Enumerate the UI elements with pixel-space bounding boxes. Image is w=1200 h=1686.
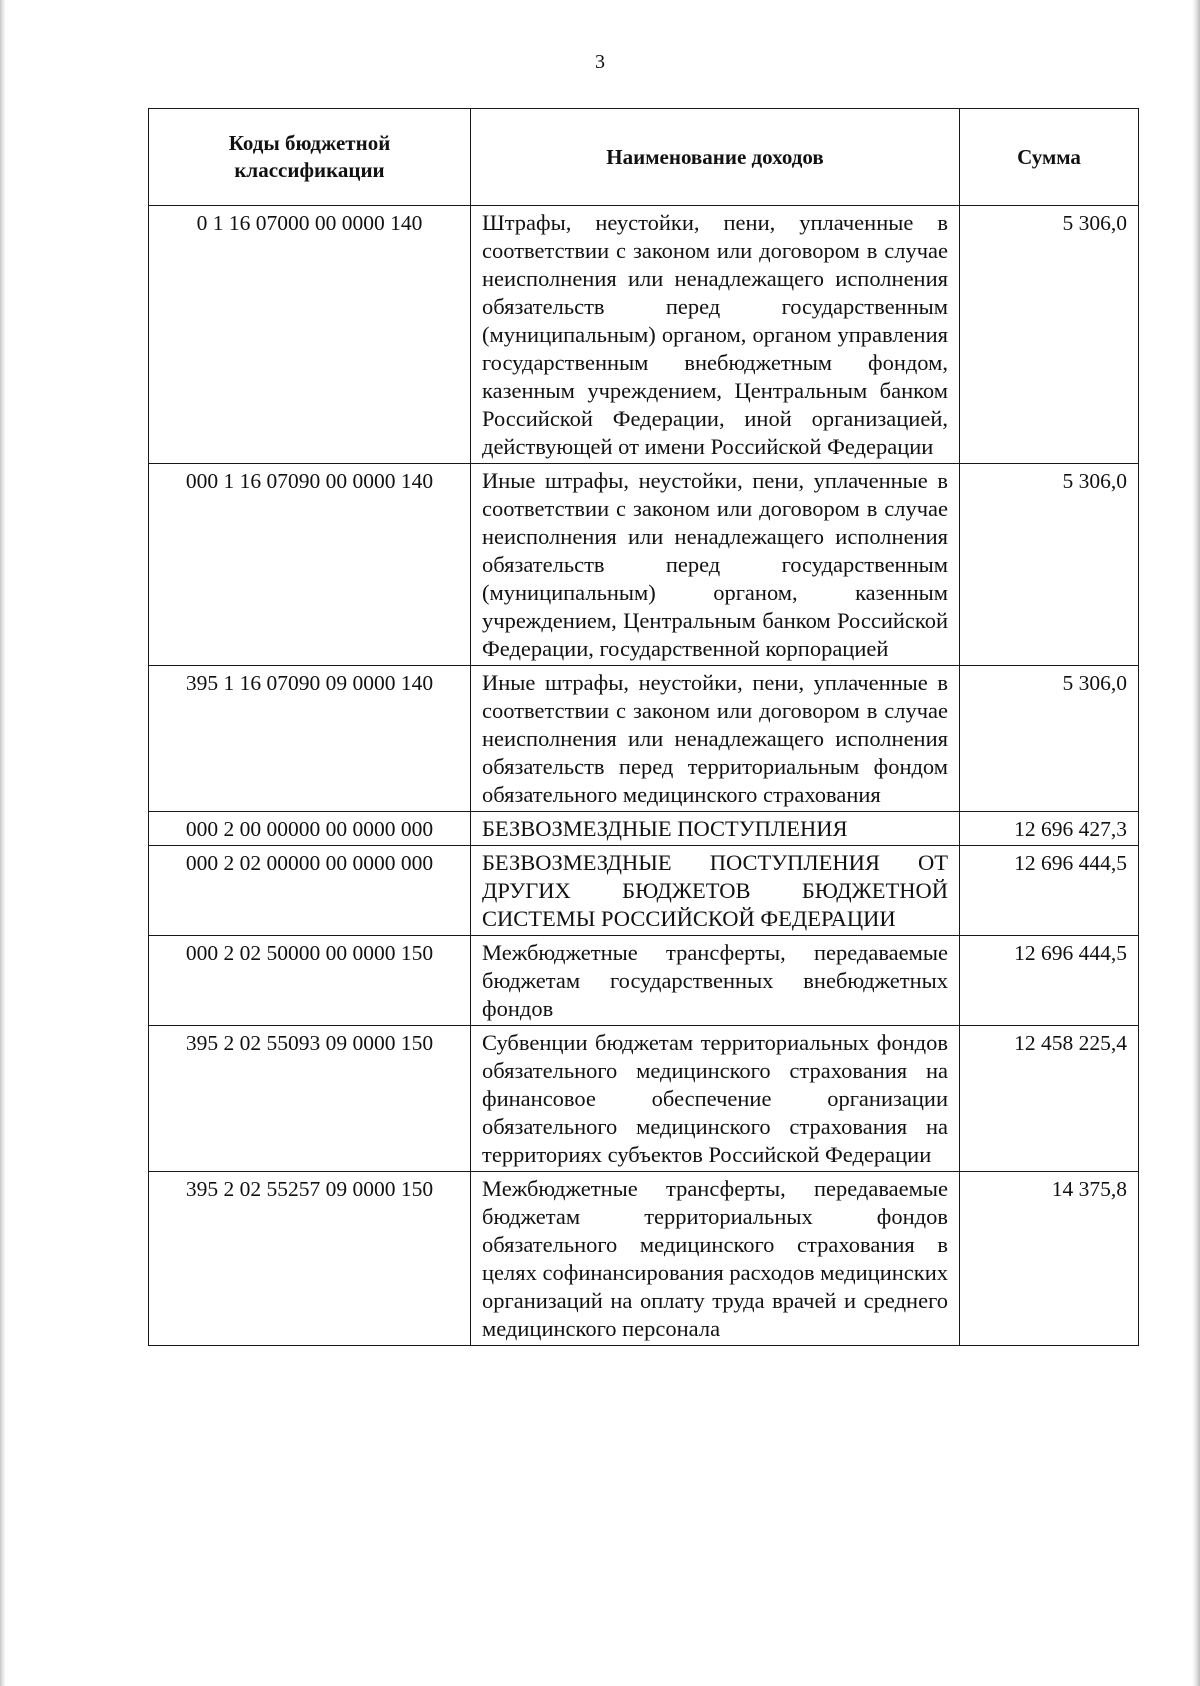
table-row bbox=[149, 666, 1139, 812]
table-row bbox=[149, 1026, 1139, 1172]
row-name: БЕЗВОЗМЕЗДНЫЕ ПОСТУПЛЕНИЯ bbox=[471, 812, 960, 846]
row-name: БЕЗВОЗМЕЗДНЫЕ ПОСТУПЛЕНИЯ ОТ ДРУГИХ БЮДЖЕТОВ БЮДЖЕТНОЙ СИСТЕМЫ РОССИЙСКОЙ ФЕДЕРАЦИИ bbox=[471, 846, 960, 936]
header-code: Коды бюджетной классификации bbox=[149, 109, 471, 206]
row-code: 395 1 16 07090 09 0000 140 bbox=[149, 666, 471, 812]
row-code: 000 2 02 50000 00 0000 150 bbox=[149, 936, 471, 1026]
row-code: 000 2 02 00000 00 0000 000 bbox=[149, 846, 471, 936]
row-name: Межбюджетные трансферты, передаваемые бюджетам государственных внебюджетных фондов bbox=[471, 936, 960, 1026]
row-sum: 5 306,0 bbox=[960, 206, 1139, 464]
table-row bbox=[149, 812, 1139, 846]
row-code: 000 2 00 00000 00 0000 000 bbox=[149, 812, 471, 846]
table-row bbox=[149, 464, 1139, 666]
table-row bbox=[149, 846, 1139, 936]
row-sum: 12 696 427,3 bbox=[960, 812, 1139, 846]
row-code: 395 2 02 55257 09 0000 150 bbox=[149, 1172, 471, 1346]
budget-revenue-table bbox=[148, 108, 1139, 1346]
row-code: 000 1 16 07090 00 0000 140 bbox=[149, 464, 471, 666]
row-sum: 5 306,0 bbox=[960, 666, 1139, 812]
table-row bbox=[149, 1172, 1139, 1346]
row-name: Иные штрафы, неустойки, пени, уплаченные в соответствии с законом или договором в случае неисполнения или ненадлежащего исполнения обязательств перед территориальным фондом обязательного медицинского страхования bbox=[471, 666, 960, 812]
scan-edge-right bbox=[1192, 0, 1200, 1686]
row-name: Штрафы, неустойки, пени, уплаченные в соответствии с законом или договором в случае неисполнения или ненадлежащего исполнения обязательств перед государственным (муниципальным) органом, органом управления государственным внебюджетным фондом, казенным учреждением, Центральным банком Российской Федерации, иной организацией, действующей от имени Российской Федерации bbox=[471, 206, 960, 464]
page-number: 3 bbox=[595, 51, 605, 73]
row-name: Межбюджетные трансферты, передаваемые бюджетам территориальных фондов обязательного медицинского страхования в целях софинансирования расходов медицинских организаций на оплату труда врачей и среднего медицинского персонала bbox=[471, 1172, 960, 1346]
row-sum: 5 306,0 bbox=[960, 464, 1139, 666]
row-name: Иные штрафы, неустойки, пени, уплаченные в соответствии с законом или договором в случае неисполнения или ненадлежащего исполнения обязательств перед государственным (муниципальным) органом, казенным учреждением, Центральным банком Российской Федерации, государственной корпорацией bbox=[471, 464, 960, 666]
scan-edge-left bbox=[0, 0, 6, 1686]
row-code: 395 2 02 55093 09 0000 150 bbox=[149, 1026, 471, 1172]
table-header-row bbox=[149, 109, 1139, 206]
row-sum: 12 458 225,4 bbox=[960, 1026, 1139, 1172]
row-sum: 14 375,8 bbox=[960, 1172, 1139, 1346]
header-sum: Сумма bbox=[960, 109, 1139, 206]
header-name: Наименование доходов bbox=[471, 109, 960, 206]
table-row bbox=[149, 936, 1139, 1026]
row-sum: 12 696 444,5 bbox=[960, 846, 1139, 936]
row-name: Субвенции бюджетам территориальных фондов обязательного медицинского страхования на финансовое обеспечение организации обязательного медицинского страхования на территориях субъектов Российской Федерации bbox=[471, 1026, 960, 1172]
row-sum: 12 696 444,5 bbox=[960, 936, 1139, 1026]
row-code: 0 1 16 07000 00 0000 140 bbox=[149, 206, 471, 464]
table-row bbox=[149, 206, 1139, 464]
